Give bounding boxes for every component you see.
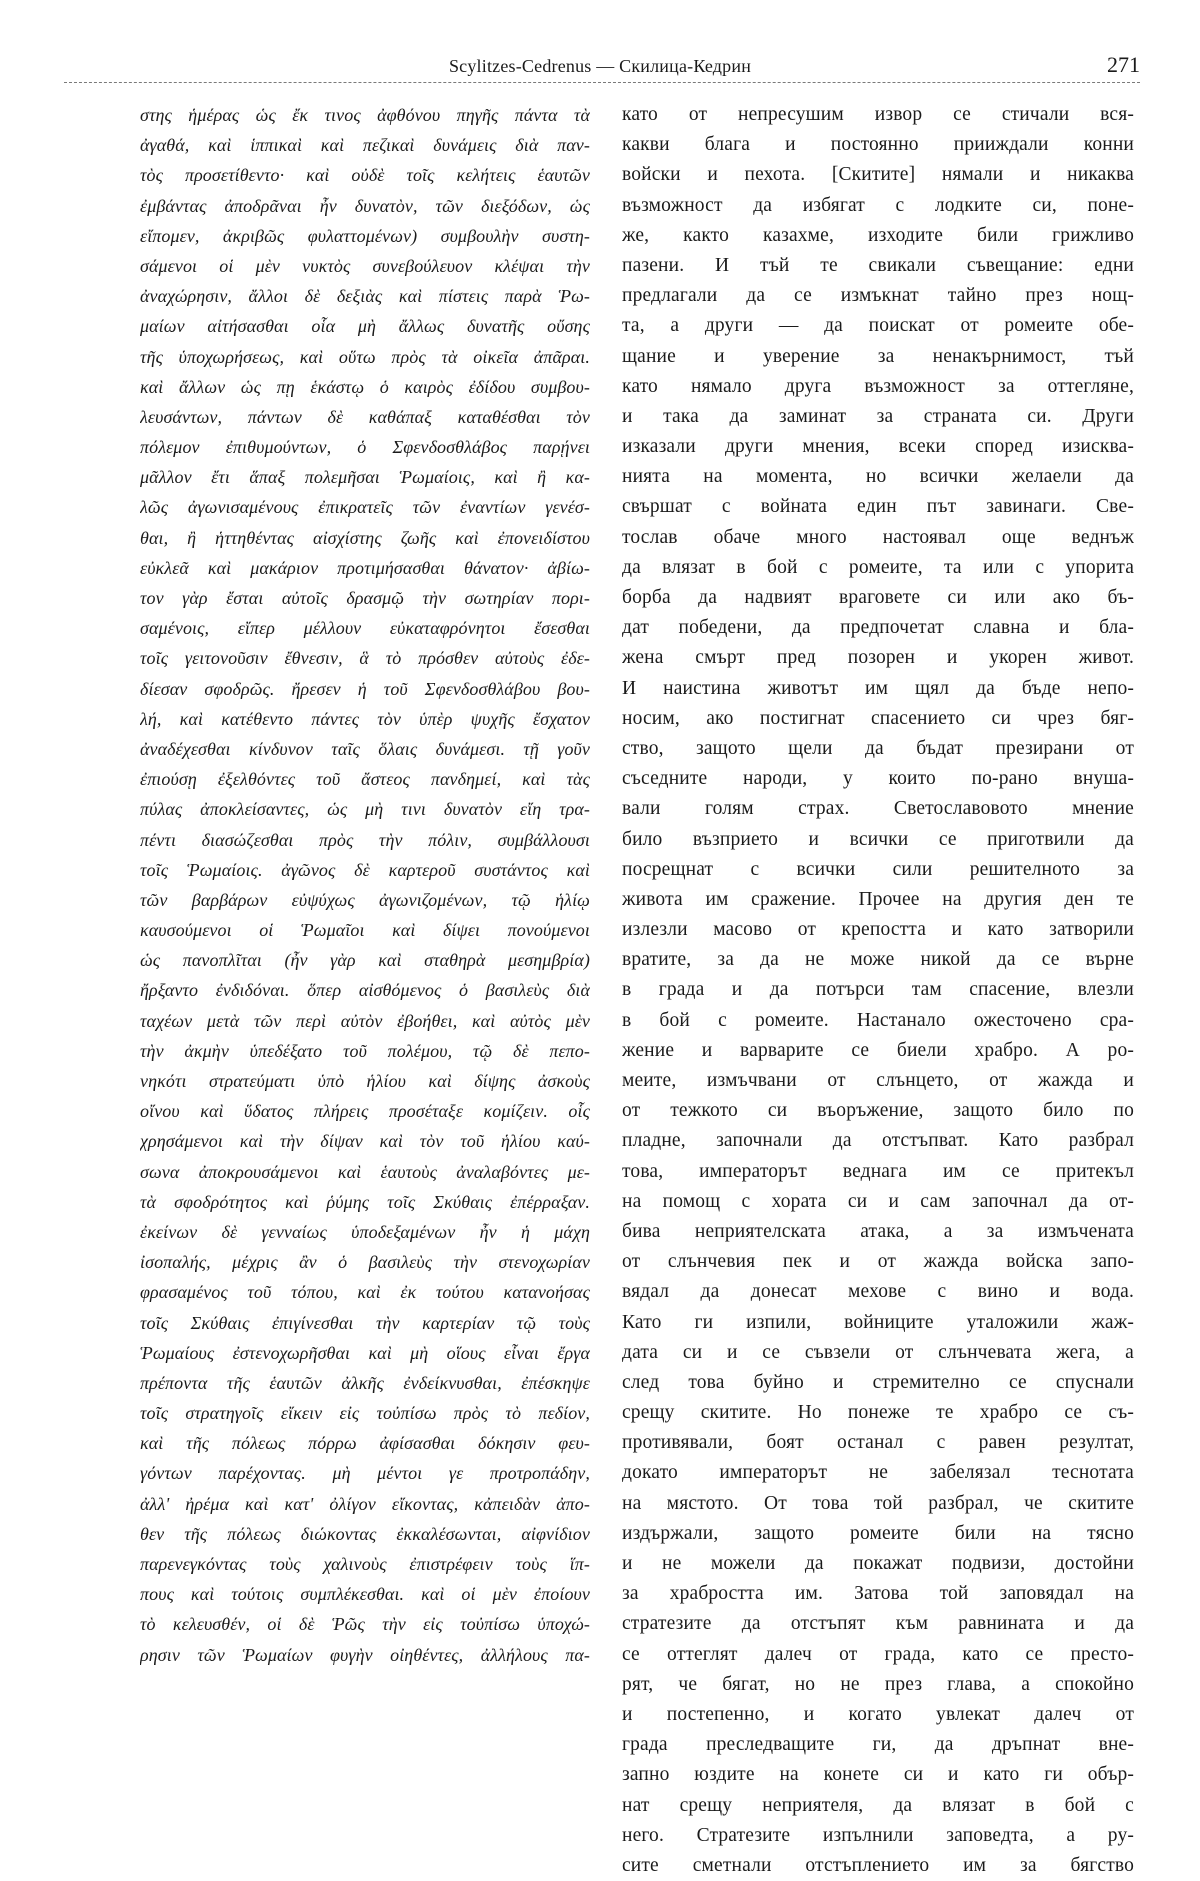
greek-text-line: τοῖς στρατηγοῖς εἴκειν εἰς τοὐπίσω πρὸς τὸ πεδίον, <box>140 1403 590 1424</box>
bulgarian-text-line: да влязат в бой с ромеите, та или с упорита <box>622 556 1134 578</box>
bulgarian-text-line: като от непресушим извор се стичали вся- <box>622 104 1134 125</box>
bulgarian-text-line: срещу скитите. Но понеже те храбро се съ- <box>622 1402 1134 1424</box>
bulgarian-text-line: бива неприятелската атака, а за измъчената <box>622 1220 1134 1242</box>
greek-text-line: τὸ κελευσθέν, οἱ δὲ Ῥῶς τὴν εἰς τοὐπίσω ὑποχώ- <box>140 1614 590 1635</box>
bulgarian-text-line: изказали други мнения, всеки според изисква- <box>622 436 1134 458</box>
greek-text-line: τοῖς Σκύθαις ἐπιγίνεσθαι τὴν καρτερίαν τῷ τοὺς <box>140 1312 590 1333</box>
greek-text-line: οἴνου καὶ ὕδατος πλήρεις προσέταξε κομίζειν. οἷς <box>140 1101 590 1122</box>
bulgarian-text-line: предлагали да се измъкнат тайно през нощ- <box>622 285 1134 307</box>
bulgarian-text-line: нат срещу неприятеля, да влязат в бой с <box>622 1794 1134 1816</box>
bulgarian-text-line: града преследващите ги, да дръпнат вне- <box>622 1734 1134 1756</box>
bulgarian-text-line: пладне, започнали да отстъпват. Като разбрал <box>622 1130 1134 1152</box>
greek-text-line: καὶ τῆς πόλεως πόρρω ἀφίσασθαι δόκησιν φευ- <box>140 1433 590 1454</box>
greek-text-line: χρησάμενοι καὶ τὴν δίψαν καὶ τὸν τοῦ ἡλίου καύ- <box>140 1131 590 1152</box>
bulgarian-text-line: това, императорът веднага им се притекъл <box>622 1160 1134 1182</box>
greek-text-line: ἀναδέχεσθαι κίνδυνον ταῖς ὅλαις δυνάμεσι. τῇ γοῦν <box>140 738 590 759</box>
bulgarian-text-line: вали голям страх. Светославовото мнение <box>622 798 1134 820</box>
greek-text-line: ὡς πανοπλῖται (ἦν γὰρ καὶ σταθηρὰ μεσημβρία) <box>140 950 590 971</box>
bulgarian-text-line: тослав обаче много настоявал още веднъж <box>622 526 1134 548</box>
bulgarian-text-line: ство, защото щели да бъдат презирани от <box>622 737 1134 759</box>
bulgarian-text-line: И наистина животът им щял да бъде непо- <box>622 677 1134 699</box>
greek-text-line: στης ἡμέρας ὡς ἔκ τινος ἀφθόνου πηγῆς πάντα τὰ <box>140 105 590 125</box>
greek-text-line: πρέποντα τῆς ἑαυτῶν ἀλκῆς ἐνδείκνυσθαι, ἐπέσκηψε <box>140 1372 590 1393</box>
bulgarian-text-line: него. Стратезите изпълнили заповедта, а ру- <box>622 1824 1134 1846</box>
greek-text-line: ρησιν τῶν Ῥωμαίων φυγὴν οἰηθέντες, ἀλλήλους πα- <box>140 1644 590 1665</box>
greek-text-line: ἐπιούσῃ ἐξελθόντες τοῦ ἄστεος πανδημεί, καὶ τὰς <box>140 769 590 790</box>
bulgarian-text-line: щание и уверение за ненакърнимост, тъй <box>622 345 1134 367</box>
greek-text-line: ἰσοπαλής, μέχρις ἂν ὁ βασιλεὺς τὴν στενοχωρίαν <box>140 1252 590 1273</box>
bulgarian-text-line: меите, измъчвани от слънцето, от жажда и <box>622 1070 1134 1091</box>
bulgarian-text-line: посрещнат с всички сили решителното за <box>622 858 1134 880</box>
greek-text-line: ἀναχώρησιν, ἄλλοι δὲ δεξιὰς καὶ πίστεις παρὰ Ῥω- <box>140 286 590 307</box>
greek-text-line: πόλεμον ἐπιθυμούντων, ὁ Σφενδοσθλάβος παρῄνει <box>140 437 590 458</box>
bulgarian-text-line: и не можели да покажат подвизи, достойни <box>622 1553 1134 1574</box>
greek-text-column <box>140 100 590 1670</box>
greek-text-line: σωνα ἀποκρουσάμενοι καὶ ἑαυτοὺς ἀναλαβόντες με- <box>140 1161 590 1182</box>
greek-text-line: παρενεγκόντας τοὺς χαλινοὺς ἐπιστρέφειν τοὺς ἵπ- <box>140 1554 590 1574</box>
bulgarian-text-line: войски и пехота. [Скитите] нямали и никаква <box>622 164 1134 186</box>
bulgarian-text-line: за храбростта им. Затова той заповядал на <box>622 1583 1134 1605</box>
bulgarian-text-line: и постепенно, и когато увлекат далеч от <box>622 1703 1134 1725</box>
bulgarian-text-line: било възприето и всички се приготвили да <box>622 828 1134 850</box>
page-number: 271 <box>1107 52 1140 77</box>
greek-text-line: πέντι διασώζεσθαι πρὸς τὴν πόλιν, συμβάλλουσι <box>140 829 590 850</box>
greek-text-line: νηκότι στρατεύματι ὑπὸ ἡλίου καὶ δίψης ἀσκοὺς <box>140 1071 590 1091</box>
bulgarian-text-line: вядал да донесат мехове с вино и вода. <box>622 1281 1134 1303</box>
greek-text-line: πύλας ἀποκλείσαντες, ὡς μὴ τινι δυνατὸν εἴη τρα- <box>140 799 590 820</box>
bulgarian-text-line: рят, че бягат, но не през глава, а спокойно <box>622 1673 1134 1695</box>
greek-text-line: ἀλλ' ἠρέμα καὶ κατ' ὀλίγον εἴκοντας, κἀπειδὰν ἀπο- <box>140 1493 590 1514</box>
greek-text-line: ἀγαθά, καὶ ἱππικαὶ καὶ πεζικαὶ δυνάμεις διὰ παν- <box>140 135 590 156</box>
greek-text-line: σαμένοις, εἴπερ μέλλουν εὐκαταφρόνητοι ἔσεσθαι <box>140 618 590 639</box>
bulgarian-text-line: же, както казахме, изходите били грижливо <box>622 224 1134 246</box>
bulgarian-text-line: като нямало друга възможност за оттегляне, <box>622 375 1134 397</box>
greek-text-line: καὶ ἄλλων ὡς πῃ ἑκάστῳ ὁ καιρὸς ἐδίδου συμβου- <box>140 376 590 397</box>
greek-text-line: δίεσαν σφοδρῶς. ἤρεσεν ἡ τοῦ Σφενδοσθλάβου βου- <box>140 678 590 699</box>
bulgarian-text-line: борба да надвият враговете си или ако бъ- <box>622 587 1134 608</box>
bulgarian-text-line: дата си и се съвзели от слънчевата жега, а <box>622 1341 1134 1363</box>
bulgarian-text-line: на мястото. От това той разбрал, че скитите <box>622 1492 1134 1514</box>
bulgarian-text-line: дат победени, да предпочетат славна и бла- <box>622 617 1134 639</box>
bulgarian-text-line: излезли масово от крепостта и като затворили <box>622 919 1134 941</box>
greek-text-line: τοῖς Ῥωμαίοις. ἀγῶνος δὲ καρτεροῦ συστάντος καὶ <box>140 859 590 880</box>
greek-text-line: πους καὶ τούτοις συμπλέκεσθαι. καὶ οἱ μὲν ἐποίουν <box>140 1584 590 1605</box>
greek-text-line: λευσάντων, πάντων δὲ καθάπαξ καταθέσθαι τὸν <box>140 406 590 427</box>
bulgarian-text-line: на помощ с хората си и сам започнал да от- <box>622 1190 1134 1212</box>
bulgarian-text-line: и така да заминат за страната си. Други <box>622 405 1134 427</box>
bulgarian-text-line: от тежкото си въоръжение, защото било по <box>622 1100 1134 1122</box>
greek-text-line: λῶς ἀγωνισαμένους ἐπικρατεῖς τῶν ἐναντίων γενέσ- <box>140 497 590 518</box>
bulgarian-text-line: пазени. И тъй те свикали съвещание: едни <box>622 254 1134 276</box>
bulgarian-text-line: издържали, защото ромеите били на тясно <box>622 1522 1134 1544</box>
greek-text-line: εὐκλεᾶ καὶ μακάριον προτιμήσασθαι θάνατον· ἀβίω- <box>140 557 590 578</box>
bulgarian-text-line: нията на момента, но всички желаели да <box>622 466 1134 488</box>
bulgarian-text-line: какви блага и постоянно прииждали конни <box>622 134 1134 156</box>
bulgarian-text-line: запно юздите на конете си и като ги обър- <box>622 1764 1134 1786</box>
bulgarian-text-line: докато императорът не забелязал теснотата <box>622 1462 1134 1484</box>
greek-text-line: ταχέων μετὰ τῶν περὶ αὐτὸν ἐβοήθει, καὶ αὐτὸς μὲν <box>140 1010 590 1031</box>
greek-text-line: ἐκείνων δὲ γενναίως ὑποδεξαμένων ἦν ἡ μάχη <box>140 1221 590 1242</box>
greek-text-line: μαίων αἰτήσασθαι οἷα μὴ ἄλλως δυνατῆς οὔσης <box>140 316 590 337</box>
bulgarian-text-line: от слънчевия пек и от жажда войска запо- <box>622 1251 1134 1273</box>
greek-text-line: τὰ σφοδρότητος καὶ ῥύμης τοῖς Σκύθαις ἐπέρραξαν. <box>140 1191 590 1212</box>
greek-text-line: τοῖς γειτονοῦσιν ἔθνεσιν, ἃ τὸ πρόσθεν αὐτοὺς ἐδε- <box>140 648 590 669</box>
bulgarian-text-line: жена смърт пред позорен и укорен живот. <box>622 647 1134 669</box>
greek-text-line: φρασαμένος τοῦ τόπου, καὶ ἐκ τούτου κατανοήσας <box>140 1282 590 1303</box>
running-title: Scylitzes-Cedrenus — Скилица-Кедрин <box>448 56 752 76</box>
bulgarian-text-line: съседните народи, у които по-рано внуша- <box>622 768 1134 790</box>
greek-text-line: τὴν ἀκμὴν ὑπεδέξατο τοῦ πολέμου, τῷ δὲ πεπο- <box>140 1040 590 1061</box>
greek-text-line: μᾶλλον ἔτι ἅπαξ πολεμῆσαι Ῥωμαίοις, καὶ ἢ κα- <box>140 467 590 488</box>
bulgarian-text-line: в бой с ромеите. Настанало ожесточено сра- <box>622 1009 1134 1031</box>
bulgarian-text-line: жение и варварите се биели храбро. А ро- <box>622 1039 1134 1061</box>
greek-text-line: θεν τῆς πόλεως διώκοντας ἐκκαλέσωνται, αἰφνίδιον <box>140 1523 590 1544</box>
bulgarian-text-line: стратезите да отстъпят към равнината и да <box>622 1613 1134 1635</box>
greek-text-line: σάμενοι οἱ μὲν νυκτὸς συνεβούλευον κλέψαι τὴν <box>140 255 590 276</box>
greek-text-line: λή, καὶ κατέθεντο πάντες τὸν ὑπὲρ ψυχῆς ἔσχατον <box>140 708 590 729</box>
bulgarian-text-line: в града и да потърси там спасение, влезли <box>622 979 1134 1001</box>
bulgarian-text-line: противявали, боят останал с равен резултат, <box>622 1432 1134 1454</box>
greek-text-line: τὸς προσετίθεντο· καὶ οὐδὲ τοῖς κελήτεις ἑαυτῶν <box>140 165 590 186</box>
bulgarian-text-line: свършат с войната един път завинаги. Свe- <box>622 496 1134 518</box>
greek-text-line: Ῥωμαίους ἐστενοχωρῆσθαι καὶ μὴ οἵους εἶναι ἔργα <box>140 1342 590 1363</box>
greek-text-line: καυσούμενοι οἱ Ῥωμαῖοι καὶ δίψει πονούμενοι <box>140 920 590 941</box>
bulgarian-text-line: носим, ако постигнат спасението си чрез бяг- <box>622 707 1134 729</box>
bulgarian-text-column <box>622 100 1134 1881</box>
bulgarian-text-line: сите сметнали отстъплението им за бягство <box>622 1854 1134 1876</box>
greek-text-line: εἴπομεν, ἀκριβῶς φυλαττομένων) συμβουλὴν συστη- <box>140 225 590 246</box>
greek-text-line: τῆς ὑποχωρήσεως, καὶ οὕτω πρὸς τὰ οἰκεῖα ἀπᾶραι. <box>140 346 590 367</box>
bulgarian-text-line: вратите, за да не може никой да се върне <box>622 949 1134 971</box>
greek-text-line: τον γὰρ ἔσται αὐτοῖς δρασμῷ τὴν σωτηρίαν πορι- <box>140 588 590 608</box>
bulgarian-text-line: та, а други — да поискат от ромеите обе- <box>622 315 1134 337</box>
bulgarian-text-line: възможност да избягат с лодките си, поне- <box>622 194 1134 216</box>
greek-text-line: ἤρξαντο ἐνδιδόναι. ὅπερ αἰσθόμενος ὁ βασιλεὺς διὰ <box>140 980 590 1001</box>
running-head <box>60 52 1140 82</box>
bulgarian-text-line: се оттеглят далеч от града, като се престо- <box>622 1643 1134 1665</box>
greek-text-line: τῶν βαρβάρων εὐψύχως ἀγωνιζομένων, τῷ ἡλίῳ <box>140 889 590 910</box>
header-rule <box>64 82 1140 83</box>
greek-text-line: θαι, ἢ ἡττηθέντας αἰσχίστης ζωῆς καὶ ἐπονειδίστου <box>140 527 590 548</box>
bulgarian-text-line: живота им сражение. Прочее на другия ден те <box>622 888 1134 910</box>
greek-text-line: ἐμβάντας ἀποδρᾶναι ἦν δυνατὸν, τῶν διεξόδων, ὡς <box>140 195 590 216</box>
bulgarian-text-line: Като ги изпили, войниците уталожили жаж- <box>622 1311 1134 1333</box>
bulgarian-text-line: след това буйно и стремително се спуснали <box>622 1371 1134 1393</box>
greek-text-line: γόντων παρέχοντας. μὴ μέντοι γε προτροπάδην, <box>140 1463 590 1484</box>
